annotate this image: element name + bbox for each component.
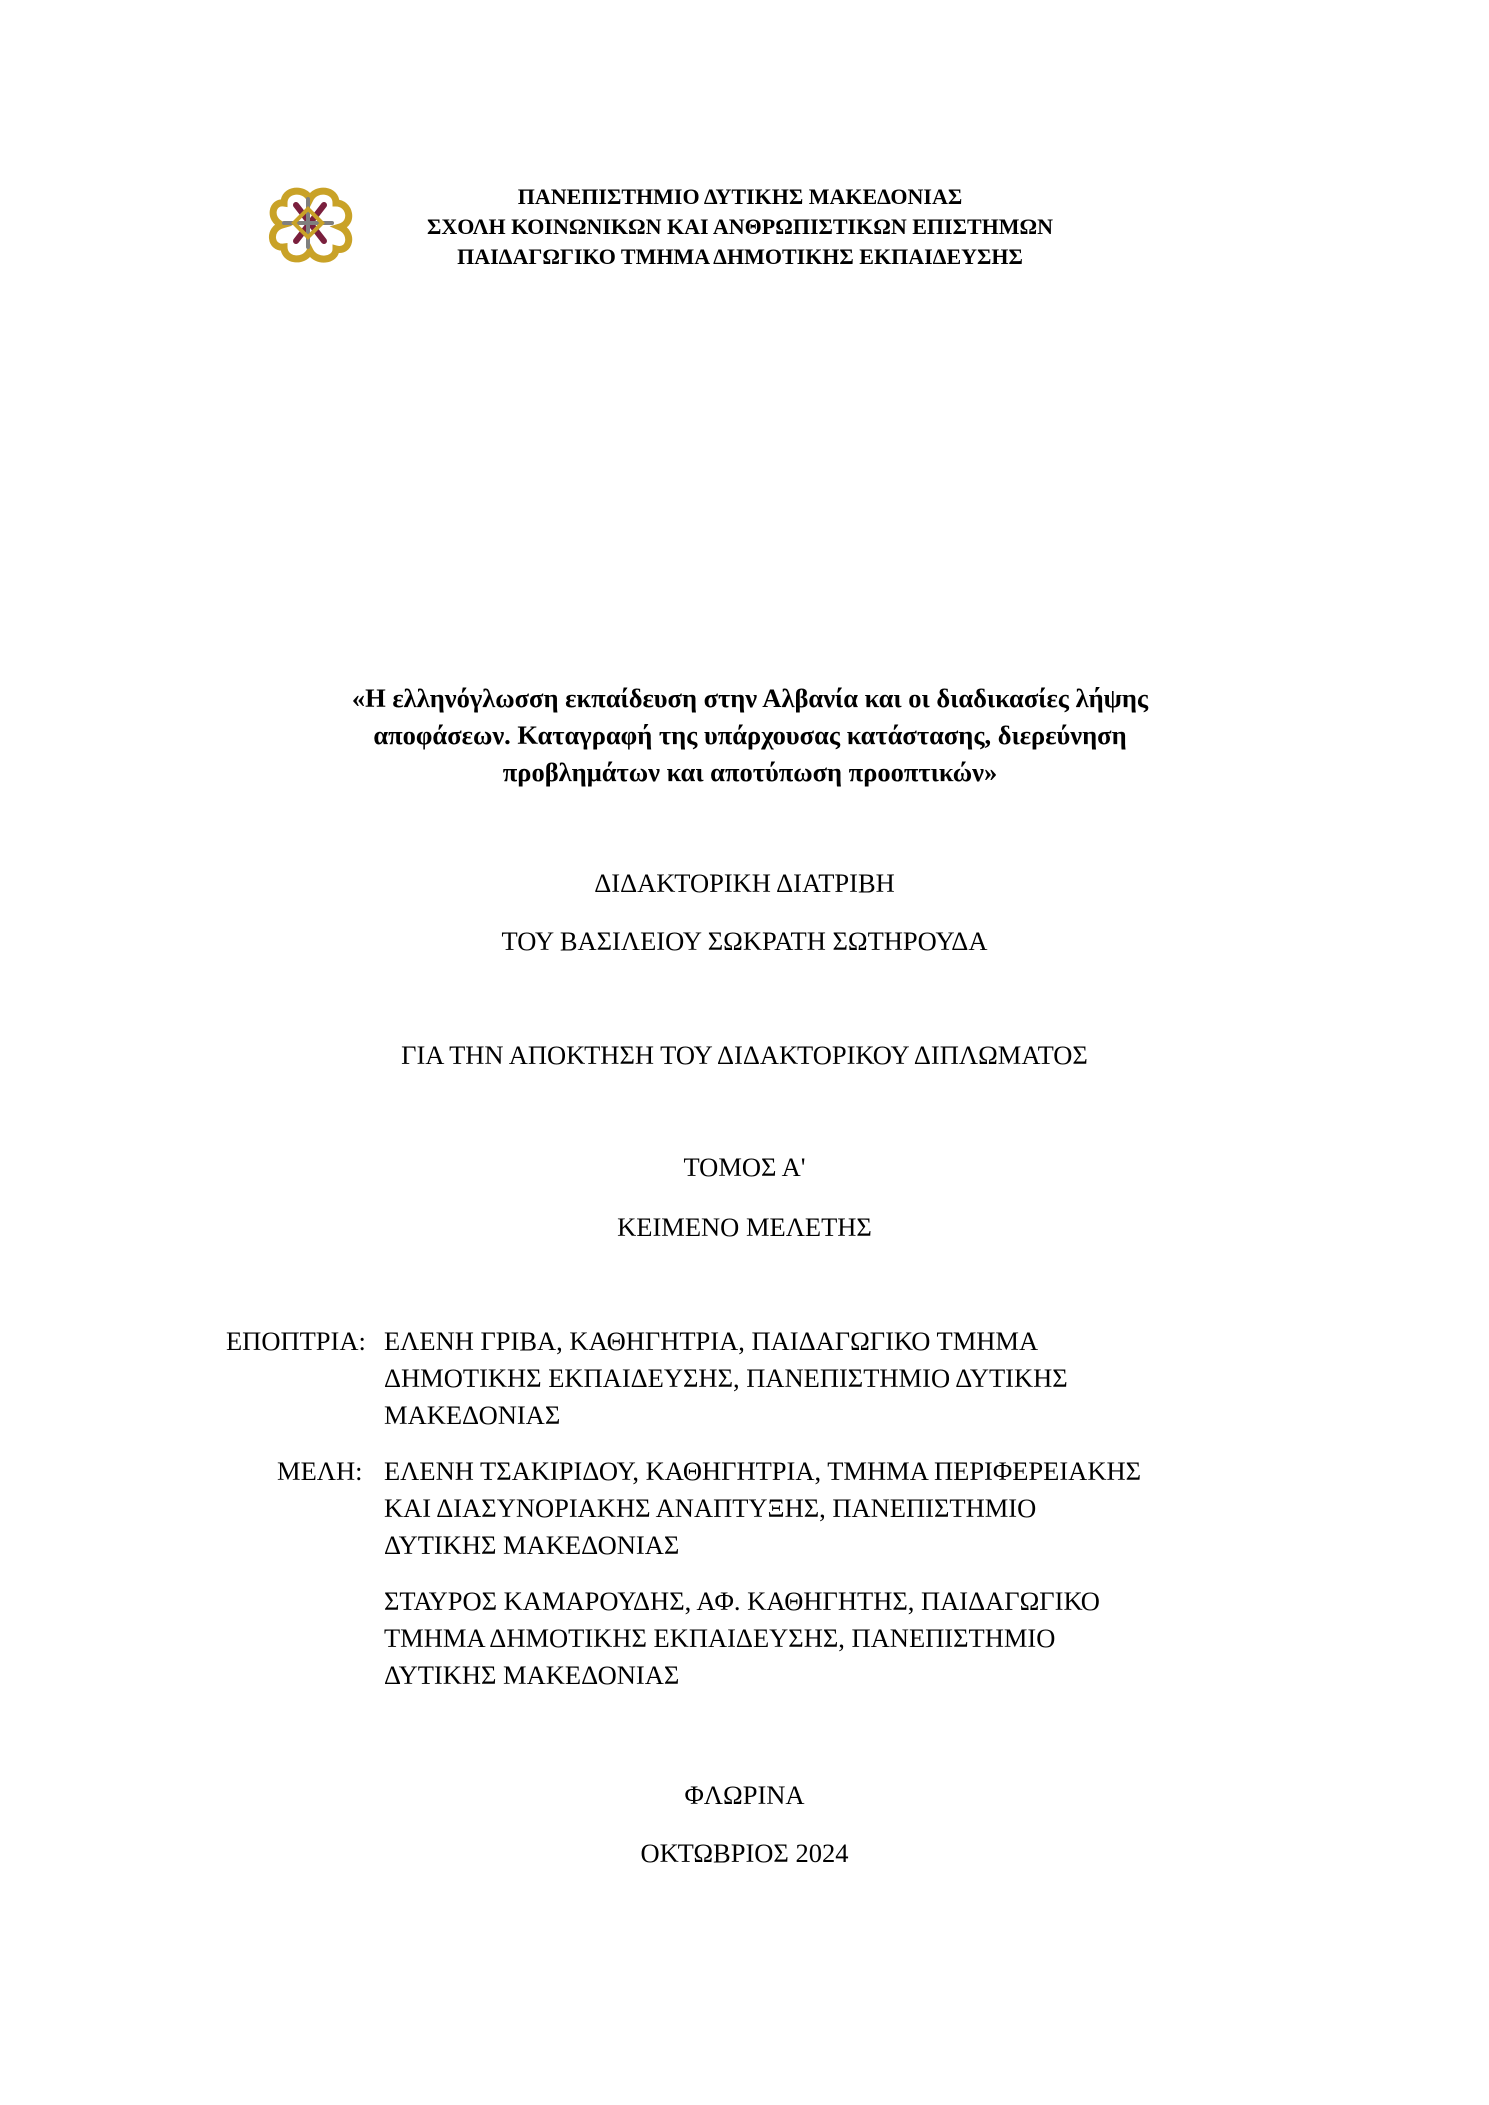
school-name: ΣΧΟΛΗ ΚΟΙΝΩΝΙΚΩΝ ΚΑΙ ΑΝΘΡΩΠΙΣΤΙΚΩΝ ΕΠΙΣΤΗΜΩΝ <box>426 214 1054 239</box>
member-line: ΤΜΗΜΑ ΔΗΜΟΤΙΚΗΣ ΕΚΠΑΙΔΕΥΣΗΣ, ΠΑΝΕΠΙΣΤΗΜΙΟ <box>384 1623 1056 1653</box>
supervisor-details <box>384 1323 1284 1434</box>
member-line: ΣΤΑΥΡΟΣ ΚΑΜΑΡΟΥΔΗΣ, ΑΦ. ΚΑΘΗΓΗΤΗΣ, ΠΑΙΔΑΓΩΓΙΚΟ <box>384 1586 1100 1616</box>
volume-label: ΤΟΜΟΣ Α' <box>683 1152 806 1182</box>
member-line: ΔΥΤΙΚΗΣ ΜΑΚΕΔΟΝΙΑΣ <box>384 1660 680 1690</box>
institution-header <box>360 182 1120 272</box>
supervisor-line: ΜΑΚΕΔΟΝΙΑΣ <box>384 1400 561 1430</box>
thesis-type: ΔΙΔΑΚΤΟΡΙΚΗ ΔΙΑΤΡΙΒΗ <box>594 868 895 898</box>
members-label: ΜΕΛΗ: <box>277 1456 363 1486</box>
place: ΦΛΩΡΙΝΑ <box>684 1780 805 1810</box>
member-details <box>384 1453 1284 1564</box>
member-line: ΚΑΙ ΔΙΑΣΥΝΟΡΙΑΚΗΣ ΑΝΑΠΤΥΞΗΣ, ΠΑΝΕΠΙΣΤΗΜΙΟ <box>384 1493 1037 1523</box>
department-name: ΠΑΙΔΑΓΩΓΙΚΟ ΤΜΗΜΑ ΔΗΜΟΤΙΚΗΣ ΕΚΠΑΙΔΕΥΣΗΣ <box>457 244 1023 269</box>
degree-purpose: ΓΙΑ ΤΗΝ ΑΠΟΚΤΗΣΗ ΤΟΥ ΔΙΔΑΚΤΟΡΙΚΟΥ ΔΙΠΛΩΜΑΤΟΣ <box>401 1040 1088 1070</box>
member-line: ΔΥΤΙΚΗΣ ΜΑΚΕΔΟΝΙΑΣ <box>384 1530 680 1560</box>
thesis-title-line-2: αποφάσεων. Καταγραφή της υπάρχουσας κατάστασης, διερεύνηση <box>373 720 1127 750</box>
thesis-title-line-3: προβλημάτων και αποτύπωση προοπτικών» <box>502 757 998 787</box>
supervisor-line: ΕΛΕΝΗ ΓΡΙΒΑ, ΚΑΘΗΓΗΤΡΙΑ, ΠΑΙΔΑΓΩΓΙΚΟ ΤΜΗΜΑ <box>384 1326 1039 1356</box>
member-line: ΕΛΕΝΗ ΤΣΑΚΙΡΙΔΟΥ, ΚΑΘΗΓΗΤΡΙΑ, ΤΜΗΜΑ ΠΕΡΙΦΕΡΕΙΑΚΗΣ <box>384 1456 1142 1486</box>
volume-subtitle: ΚΕΙΜΕΝΟ ΜΕΛΕΤΗΣ <box>617 1212 872 1242</box>
thesis-title-line-1: «Η ελληνόγλωσση εκπαίδευση στην Αλβανία και οι διαδικασίες λήψης <box>351 683 1149 713</box>
member-details <box>384 1583 1284 1694</box>
date: ΟΚΤΩΒΡΙΟΣ 2024 <box>640 1838 849 1868</box>
committee-block <box>0 1323 1489 1690</box>
author-line: ΤΟΥ ΒΑΣΙΛΕΙΟΥ ΣΩΚΡΑΤΗ ΣΩΤΗΡΟΥΔΑ <box>501 926 988 956</box>
supervisor-label: ΕΠΟΠΤΡΙΑ: <box>226 1326 366 1356</box>
university-name: ΠΑΝΕΠΙΣΤΗΜΙΟ ΔΥΤΙΚΗΣ ΜΑΚΕΔΟΝΙΑΣ <box>517 184 963 209</box>
thesis-title <box>200 680 1300 791</box>
university-knot-logo-icon <box>262 183 358 263</box>
supervisor-line: ΔΗΜΟΤΙΚΗΣ ΕΚΠΑΙΔΕΥΣΗΣ, ΠΑΝΕΠΙΣΤΗΜΙΟ ΔΥΤΙΚΗΣ <box>384 1363 1068 1393</box>
